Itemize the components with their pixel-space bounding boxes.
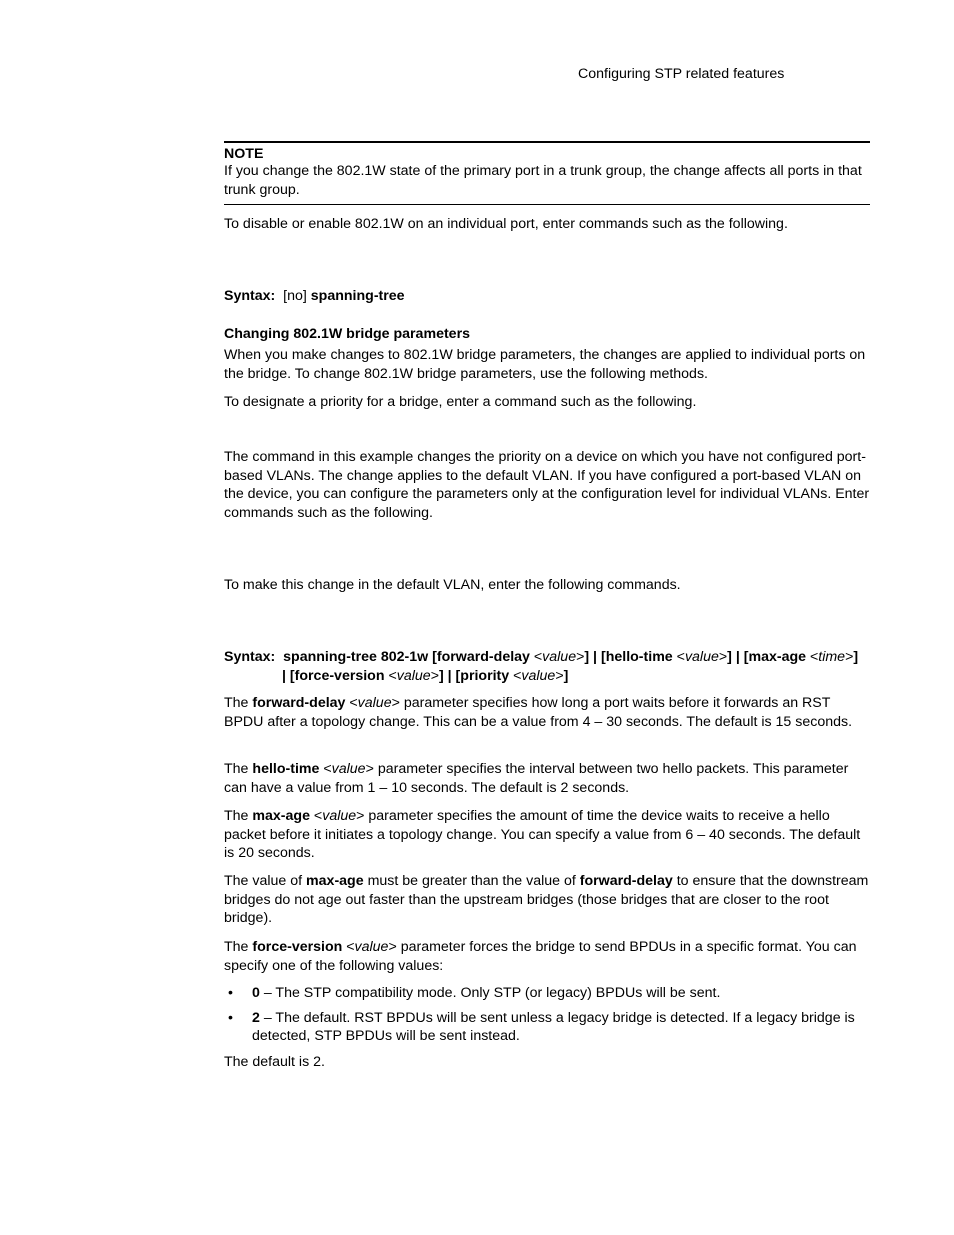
syntax-spanning-tree: [224, 287, 870, 306]
note-top-rule: [224, 141, 870, 143]
bridge-params-paragraph: When you make changes to 802.1W bridge parameters, the changes are applied to individual ports on the bridge. To change 802.1W bridge parameters, use the following methods.: [224, 347, 866, 382]
note-text: If you change the 802.1W state of the primary port in a trunk group, the change affects all ports in that trunk group.: [224, 163, 862, 198]
hello-time-paragraph: The hello-time <value> parameter specifies the interval between two hello packets. This parameter can have a value from 1 – 10 seconds. The default is 2 seconds.: [224, 761, 849, 796]
syntax-line-1: Syntax: spanning-tree 802-1w [forward-delay <value>] | [hello-time <value>] | [max-age <time>]: [224, 649, 859, 665]
syntax-label: Syntax:: [224, 288, 276, 304]
default-vlan-paragraph: To make this change in the default VLAN, enter the following commands.: [224, 577, 681, 593]
list-item: • 0 – The STP compatibility mode. Only STP (or legacy) BPDUs will be sent.: [228, 985, 721, 1001]
max-age-comparison-paragraph: The value of max-age must be greater than the value of forward-delay to ensure that the downstream bridges do not age out faster than the upstream bridges (those bridges that are closer to the root bridge).: [224, 873, 869, 927]
forward-delay-paragraph: The forward-delay <value> parameter specifies how long a port waits before it forwards an RST BPDU after a topology change. This can be a value from 4 – 30 seconds. The default is 15 seconds.: [224, 695, 853, 730]
syntax-no-option: [no]: [283, 288, 307, 304]
syntax-802-1w: [224, 648, 870, 685]
vlan-paragraph: The command in this example changes the priority on a device on which you have not configured port-based VLANs. The change applies to the default VLAN. If you have configured a port-based VLAN on the device, you can configure the parameters only at the configuration level for individual VLANs. Enter commands such as the following.: [224, 449, 870, 521]
syntax-command: spanning-tree: [310, 288, 405, 304]
force-version-paragraph: The force-version <value> parameter forces the bridge to send BPDUs in a specific format. You can specify one of the following values:: [224, 939, 857, 974]
force-version-values-list: [224, 984, 870, 1046]
section-heading: Changing 802.1W bridge parameters: [224, 326, 470, 342]
max-age-paragraph: The max-age <value> parameter specifies the amount of time the device waits to receive a hello packet before it initiates a topology change. You can specify a value from 6 – 40 seconds. The default is 20 seconds.: [224, 808, 861, 862]
default-value-line: The default is 2.: [224, 1054, 325, 1070]
page-header-title: Configuring STP related features: [578, 66, 785, 82]
note-label: NOTE: [224, 146, 264, 162]
note-bottom-rule: [224, 204, 870, 205]
priority-paragraph: To designate a priority for a bridge, enter a command such as the following.: [224, 394, 697, 410]
bullet-icon: •: [228, 1009, 233, 1026]
syntax-line-2: | [force-version <value>] | [priority <value>]: [282, 667, 569, 684]
bullet-icon: •: [228, 985, 233, 1001]
list-item: • 2 – The default. RST BPDUs will be sent unless a legacy bridge is detected. If a legacy bridge is detected, STP BPDUs will be sent instead.: [228, 1009, 855, 1045]
disable-paragraph: To disable or enable 802.1W on an individual port, enter commands such as the following.: [224, 216, 788, 232]
